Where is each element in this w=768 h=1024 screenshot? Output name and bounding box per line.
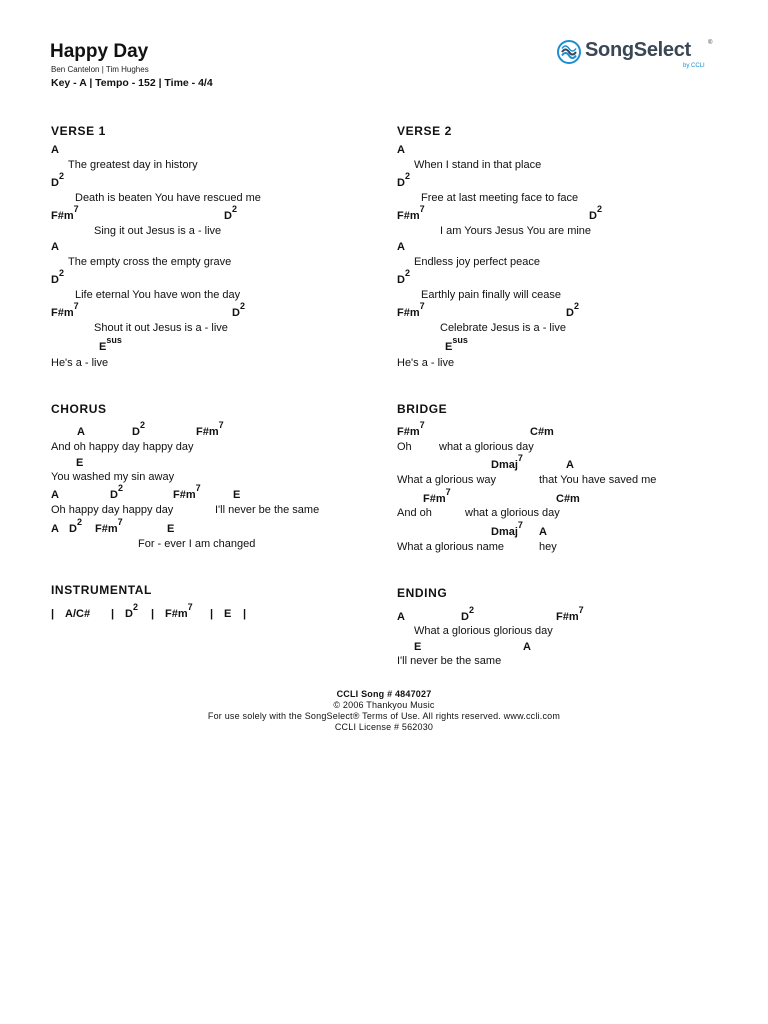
chord: $D^2$ xyxy=(69,517,82,535)
lyric-line: Celebrate Jesus is a - live xyxy=(440,322,566,334)
lyric-line: And oh happy day happy day xyxy=(51,441,194,453)
ccli-song-number: CCLI Song # 4847027 xyxy=(336,689,432,699)
lyric-line: what a glorious day xyxy=(439,441,534,453)
lyric-line: I am Yours Jesus You are mine xyxy=(440,225,592,237)
chord: A xyxy=(397,144,405,156)
chord: $D^2$ xyxy=(397,268,410,286)
section-title: CHORUS xyxy=(51,402,107,416)
chord: $E^{sus}$ xyxy=(445,335,468,353)
lyric-line: I'll never be the same xyxy=(397,655,502,667)
lyric-line: I'll never be the same xyxy=(215,504,320,516)
chord: $D^2$ xyxy=(397,171,410,189)
lyric-line: Earthly pain finally will cease xyxy=(421,289,562,301)
song-title: Happy Day xyxy=(50,41,149,62)
chord: $F\#m^7$ xyxy=(556,605,584,623)
chord: $D^2$ xyxy=(51,268,64,286)
chord: $F\#m^7$ xyxy=(165,602,193,620)
logo-name: SongSelect xyxy=(585,39,691,61)
chord: A xyxy=(397,611,405,623)
chord: $F\#m^7$ xyxy=(196,420,224,438)
bar-line: | xyxy=(210,608,214,620)
section-title: INSTRUMENTAL xyxy=(51,583,152,597)
chord: $F\#m^7$ xyxy=(397,420,425,438)
section-title: BRIDGE xyxy=(397,402,448,416)
chord: A xyxy=(77,426,85,438)
chord: $E^{sus}$ xyxy=(99,335,122,353)
bar-line: | xyxy=(243,608,247,620)
section-title: VERSE 2 xyxy=(397,124,452,138)
lyric-line: The greatest day in history xyxy=(68,159,198,171)
lyric-line: Life eternal You have won the day xyxy=(75,289,241,301)
chord: A xyxy=(523,641,531,653)
lyric-line: He's a - live xyxy=(397,357,455,369)
chord: $D^2$ xyxy=(125,602,138,620)
logo-registered: ® xyxy=(708,40,713,46)
chord: $F\#m^7$ xyxy=(397,301,425,319)
lyric-line: And oh xyxy=(397,507,432,519)
chord: $D^2$ xyxy=(232,301,245,319)
chord: $F\#m^7$ xyxy=(51,301,79,319)
song-meta: Key - A | Tempo - 152 | Time - 4/4 xyxy=(51,77,213,89)
chord: A xyxy=(566,459,574,471)
chord: $D^2$ xyxy=(51,171,64,189)
lyric-line: Oh xyxy=(397,441,412,453)
chord: $D^2$ xyxy=(461,605,474,623)
lyric-line: Death is beaten You have rescued me xyxy=(75,192,261,204)
chord: E xyxy=(414,641,422,653)
chord: $D^2$ xyxy=(589,204,602,222)
lyric-line: You washed my sin away xyxy=(51,471,175,483)
logo-sub: by CCLI xyxy=(683,63,705,69)
chord: A/C# xyxy=(65,608,91,620)
section-title: ENDING xyxy=(397,586,448,600)
chord: A xyxy=(51,523,59,535)
chord: E xyxy=(233,489,241,501)
chord: $F\#m^7$ xyxy=(423,487,451,505)
section-title: VERSE 1 xyxy=(51,124,106,138)
chord: $F\#m^7$ xyxy=(51,204,79,222)
lyric-line: hey xyxy=(539,541,557,553)
lyric-line: Free at last meeting face to face xyxy=(421,192,579,204)
lyric-line: Sing it out Jesus is a - live xyxy=(94,225,222,237)
terms-of-use: For use solely with the SongSelect® Terms of Use. All rights reserved. www.ccli.com xyxy=(207,711,561,721)
chord: E xyxy=(76,457,84,469)
chord: A xyxy=(51,144,59,156)
chord: A xyxy=(539,526,547,538)
lyric-line: What a glorious name xyxy=(397,541,504,553)
lyric-line: Endless joy perfect peace xyxy=(414,256,540,268)
songselect-logo xyxy=(557,39,717,73)
lyric-line: that You have saved me xyxy=(539,474,657,486)
copyright: © 2006 Thankyou Music xyxy=(333,700,435,710)
lyric-line: For - ever I am changed xyxy=(138,538,256,550)
chord: C#m xyxy=(556,493,580,505)
chord: Dmaj$^7$ xyxy=(491,453,523,471)
bar-line: | xyxy=(51,608,55,620)
chord: C#m xyxy=(530,426,554,438)
chord: A xyxy=(51,489,59,501)
chord: $F\#m^7$ xyxy=(173,483,201,501)
chord: Dmaj$^7$ xyxy=(491,520,523,538)
lyric-line: What a glorious way xyxy=(397,474,497,486)
ccli-license: CCLI License # 562030 xyxy=(334,722,434,732)
lyric-line: When I stand in that place xyxy=(414,159,542,171)
lyric-line: He's a - live xyxy=(51,357,109,369)
song-authors: Ben Cantelon | Tim Hughes xyxy=(51,65,149,74)
chord: $F\#m^7$ xyxy=(95,517,123,535)
chord: $F\#m^7$ xyxy=(397,204,425,222)
chord: A xyxy=(397,241,405,253)
bar-line: | xyxy=(151,608,155,620)
lyric-line: Shout it out Jesus is a - live xyxy=(94,322,228,334)
lyric-line: The empty cross the empty grave xyxy=(68,256,232,268)
chord: $D^2$ xyxy=(566,301,579,319)
bar-line: | xyxy=(111,608,115,620)
songselect-wave-icon xyxy=(557,40,581,64)
lyric-line: What a glorious glorious day xyxy=(414,625,553,637)
chord: E xyxy=(167,523,175,535)
chord: A xyxy=(51,241,59,253)
chord: $D^2$ xyxy=(132,420,145,438)
chord: $D^2$ xyxy=(224,204,237,222)
lyric-line: Oh happy day happy day xyxy=(51,504,174,516)
lyric-line: what a glorious day xyxy=(465,507,560,519)
chord: $D^2$ xyxy=(110,483,123,501)
chord: E xyxy=(224,608,232,620)
